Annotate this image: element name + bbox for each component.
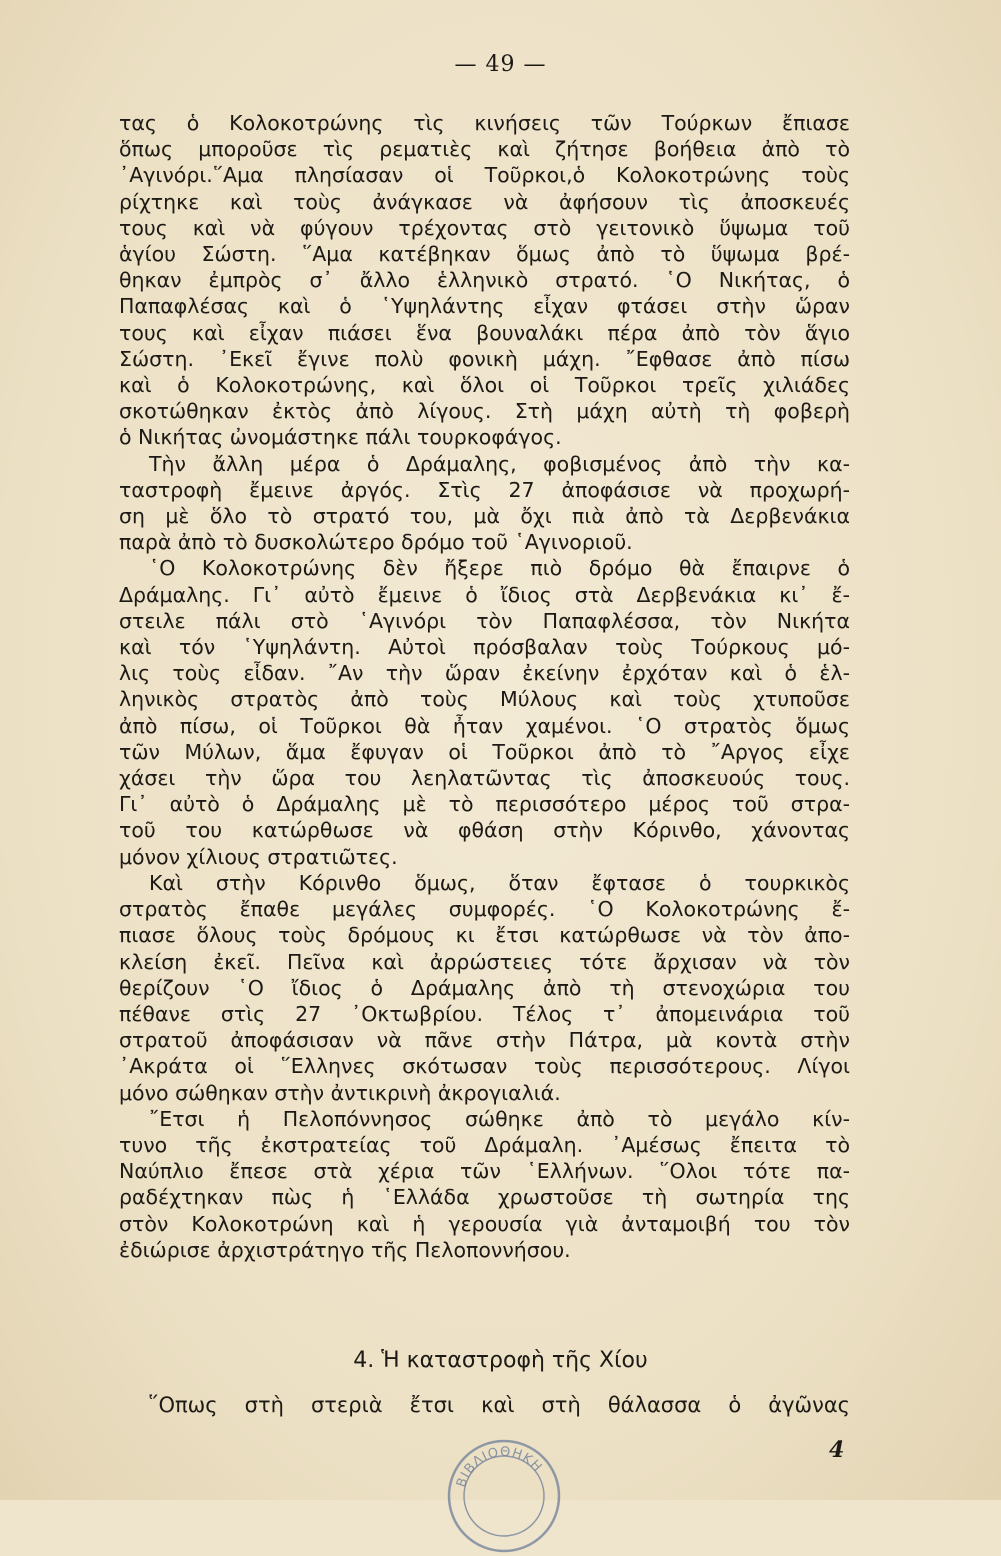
text-line: ρίχτηκε καὶ τοὺς ἀνάγκασε νὰ ἀφήσουν τὶς ἀποσκευές [119, 189, 850, 214]
text-line: τους καὶ εἶχαν πιάσει ἕνα βουναλάκι πέρα ἀπὸ τὸν ἅγιο [119, 320, 850, 345]
text-line: τους καὶ νὰ φύγουν τρέχοντας στὸ γειτονικὸ ὕψωμα τοῦ [119, 215, 850, 240]
text-line: ᾿Αγινόρι.῞Αμα πλησίασαν οἱ Τοῦρκοι,ὁ Κολοκοτρώνης τοὺς [119, 163, 850, 188]
text-line: καὶ τόν ῾Υψηλάντη. Αὐτοὶ πρόσβαλαν τοὺς Τούρκους μό- [119, 635, 850, 660]
text-line: ᾿Ακράτα οἱ ῞Ελληνες σκότωσαν τοὺς περισσότερους. Λίγοι [119, 1054, 850, 1079]
text-line: ῾Ο Κολοκοτρώνης δὲν ἤξερε πιὸ δρόμο θὰ ἔπαιρνε ὁ [149, 556, 850, 581]
text-line: στὸν Κολοκοτρώνη καὶ ἡ γερουσία γιὰ ἀνταμοιβή του τὸν [119, 1211, 850, 1236]
text-line: ληνικὸς στρατὸς ἀπὸ τοὺς Μύλους καὶ τοὺς χτυποῦσε [119, 687, 850, 712]
continuation-line: ῞Οπως στὴ στεριὰ ἔτσι καὶ στὴ θάλασσα ὁ ἀγῶνας [148, 1393, 850, 1417]
text-line: ἐδιώρισε ἀρχιστράτηγο τῆς Πελοποννήσου. [119, 1237, 571, 1262]
text-line: χάσει τὴν ὥρα του λεηλατῶντας τὶς ἀποσκευούς τους. [119, 766, 850, 791]
text-line: παρὰ ἀπὸ τὸ δυσκολώτερο δρόμο τοῦ ῾Αγινοριοῦ. [119, 530, 633, 555]
paragraph [119, 451, 850, 556]
text-line: πιασε ὅλους τοὺς δρόμους κι ἔτσι κατώρθωσε νὰ τὸν ἀπο- [119, 923, 850, 948]
text-line: τυνο τῆς ἐκστρατείας τοῦ Δράμαλη. ᾿Αμέσως ἔπειτα τὸ [119, 1132, 850, 1157]
text-line: Γι᾿ αὐτὸ ὁ Δράμαλης μὲ τὸ περισσότερο μέρος τοῦ στρα- [119, 792, 850, 817]
page-number: — 49 — [454, 52, 547, 77]
text-line: Καὶ στὴν Κόρινθο ὅμως, ὅταν ἔφτασε ὁ τουρκικὸς [149, 870, 850, 895]
text-line: στρατὸς ἔπαθε μεγάλες συμφορές. ῾Ο Κολοκοτρώνης ἔ- [119, 897, 850, 922]
text-line: ὅπως μποροῦσε τὶς ρεματιὲς καὶ ζήτησε βοήθεια ἀπὸ τὸ [119, 137, 850, 162]
text-line: τῶν Μύλων, ἅμα ἔφυγαν οἱ Τοῦρκοι ἀπὸ τὸ ῎Αργος εἶχε [119, 739, 850, 764]
signature-mark: 4 [829, 1437, 845, 1463]
text-line: ταστροφὴ ἔμεινε ἀργός. Στὶς 27 ἀποφάσισε νὰ προχωρή- [119, 477, 850, 502]
body-text [119, 110, 850, 1263]
text-line: ἁγίου Σώστη. ῞Αμα κατέβηκαν ὅμως ἀπὸ τὸ ὕψωμα βρέ- [119, 242, 850, 267]
text-line: λις τοὺς εἶδαν. ῎Αν τὴν ὥραν ἐκείνην ἐρχόταν καὶ ὁ ἑλ- [119, 661, 850, 686]
text-line: ση μὲ ὅλο τὸ στρατό του, μὰ ὄχι πιὰ ἀπὸ τὰ Δερβενάκια [119, 504, 850, 529]
text-line: μόνον χίλιους στρατιῶτες. [119, 844, 398, 869]
text-line: Ναύπλιο ἔπεσε στὰ χέρια τῶν ῾Ελλήνων. ῞Ολοι τότε πα- [119, 1159, 850, 1184]
text-line: τοῦ του κατώρθωσε νὰ φθάση στὴν Κόρινθο, χάνοντας [119, 818, 850, 843]
text-line: ῎Ετσι ἡ Πελοπόννησος σώθηκε ἀπὸ τὸ μεγάλο κίν- [149, 1106, 850, 1131]
text-line: Τὴν ἄλλη μέρα ὁ Δράμαλης, φοβισμένος ἀπὸ τὴν κα- [149, 451, 850, 476]
text-line: Παπαφλέσας καὶ ὁ ῾Υψηλάντης εἶχαν φτάσει στὴν ὥραν [119, 294, 850, 319]
text-line: κλείση ἐκεῖ. Πεῖνα καὶ ἀρρώστειες τότε ἄρχισαν νὰ τὸν [119, 949, 850, 974]
library-stamp [444, 1436, 564, 1556]
text-line: στρατοῦ ἀποφάσισαν νὰ πᾶνε στὴν Πάτρα, μὰ κοντὰ στὴν [119, 1028, 850, 1053]
text-line: ραδέχτηκαν πὼς ἡ ῾Ελλάδα χρωστοῦσε τὴ σωτηρία της [119, 1185, 850, 1210]
text-line: θηκαν ἐμπρὸς σ᾿ ἄλλο ἑλληνικὸ στρατό. ῾Ο Νικήτας, ὁ [119, 268, 850, 293]
section-heading: 4. Ἡ καταστροφὴ τῆς Χίου [353, 1348, 648, 1373]
paragraph [119, 870, 850, 1106]
paragraph [119, 110, 850, 451]
text-line: στειλε πάλι στὸ ῾Αγινόρι τὸν Παπαφλέσσα, τὸν Νικήτα [119, 608, 850, 633]
text-line: σκοτώθηκαν ἐκτὸς ἀπὸ λίγους. Στὴ μάχη αὐτὴ τὴ φοβερὴ [119, 399, 850, 424]
text-line: πέθανε στὶς 27 ᾿Οκτωβρίου. Τέλος τ᾿ ἀπομεινάρια τοῦ [119, 1001, 850, 1026]
text-line: μόνο σώθηκαν στὴν ἀντικρινὴ ἀκρογιαλιά. [119, 1080, 561, 1105]
svg-text:ΒΙΒΛΙΟΘΗΚΗ: ΒΙΒΛΙΟΘΗΚΗ [454, 1444, 546, 1490]
paragraph [119, 1106, 850, 1263]
paragraph [119, 555, 850, 869]
text-line: Δράμαλης. Γι᾿ αὐτὸ ἔμεινε ὁ ἴδιος στὰ Δερβενάκια κι᾿ ἔ- [119, 582, 850, 607]
text-line: ὁ Νικήτας ὠνομάστηκε πάλι τουρκοφάγος. [119, 425, 562, 450]
text-line: ἀπὸ πίσω, οἱ Τοῦρκοι θὰ ἦταν χαμένοι. ῾Ο στρατὸς ὅμως [119, 713, 850, 738]
text-line: τας ὁ Κολοκοτρώνης τὶς κινήσεις τῶν Τούρκων ἔπιασε [119, 111, 850, 135]
text-line: θερίζουν ῾Ο ἴδιος ὁ Δράμαλης ἀπὸ τὴ στενοχώρια του [119, 975, 850, 1000]
text-line: καὶ ὁ Κολοκοτρώνης, καὶ ὅλοι οἱ Τοῦρκοι τρεῖς χιλιάδες [119, 373, 850, 398]
text-line: Σώστη. ᾿Εκεῖ ἔγινε πολὺ φονικὴ μάχη. ῎Εφθασε ἀπὸ πίσω [119, 346, 850, 371]
